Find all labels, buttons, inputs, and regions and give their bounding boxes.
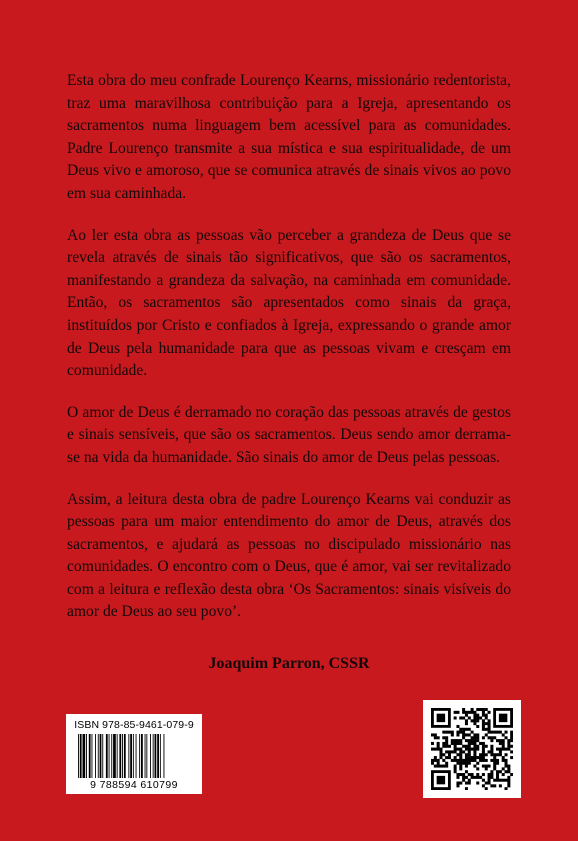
barcode-digits: 9 788594 610799 <box>90 779 178 791</box>
paragraph-1: Esta obra do meu confrade Lourenço Kearns, missionário redentorista, traz uma maravilhosa contribuição para a Igreja, apresentando os sacramentos numa linguagem bem acessível para as comunidades. Padre Lourenço transmite a sua mística e sua espiritualidade, de um Deus vivo e amoroso, que se comunica através de sinais vivos ao povo em sua caminhada. <box>67 72 511 202</box>
barcode-icon <box>77 734 191 778</box>
isbn-barcode <box>66 714 202 794</box>
isbn-label: ISBN 978-85-9461-079-9 <box>74 719 194 731</box>
paragraph-4: Assim, a leitura desta obra de padre Lourenço Kearns vai conduzir as pessoas para um maior entendimento do amor de Deus, através dos sacramentos, e ajudará as pessoas no discipulado missionário nas comunidades. O encontro com o Deus, que é amor, vai ser revitalizado com a leitura e reflexão desta obra ‘Os Sacramentos: sinais visíveis do amor de Deus ao seu povo’. <box>67 490 511 621</box>
blurb-text <box>67 70 511 643</box>
qr-code-icon <box>431 708 513 790</box>
qr-code <box>423 700 521 798</box>
paragraph-3: O amor de Deus é derramado no coração das pessoas através de gestos e sinais sensíveis, que são os sacramentos. Deus sendo amor derrama-se na vida da humanidade. São sinais do amor de Deus pelas pessoas. <box>67 403 511 466</box>
paragraph-2: Ao ler esta obra as pessoas vão perceber a grandeza de Deus que se revela através de sinais tão significativos, que são os sacramentos, manifestando a grandeza da salvação, na caminhada em comunidade. Então, os sacramentos são apresentados como sinais da graça, instituídos por Cristo e confiados à Igreja, expressando o grande amor de Deus pela humanidade para que as pessoas vivam e cresçam em comunidade. <box>67 226 511 380</box>
author-signature: Joaquim Parron, CSSR <box>208 655 370 672</box>
